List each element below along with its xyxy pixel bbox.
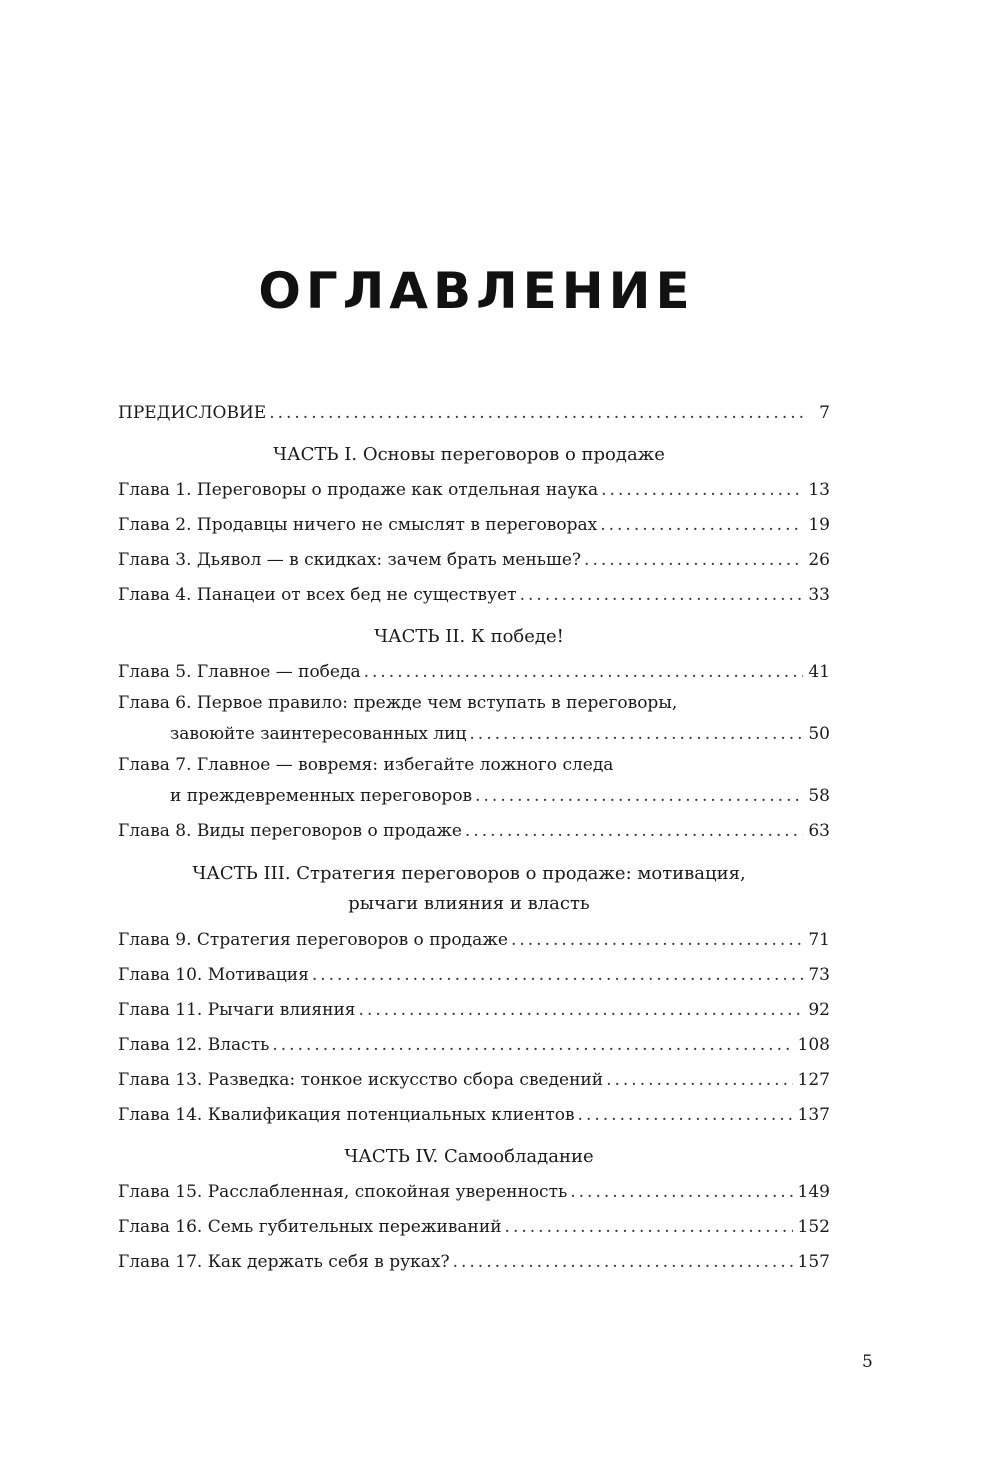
toc-entry-chapter-8[interactable] [118,814,830,849]
toc-entry-chapter-16[interactable] [118,1210,830,1245]
toc-entry-chapter-3[interactable] [118,543,830,578]
toc-entry-chapter-5[interactable] [118,655,830,690]
toc-entry-page: 58 [808,786,830,806]
part-heading-2: ЧАСТЬ II. К победе! [374,626,564,647]
toc-entry-label-line1: Глава 6. Первое правило: прежде чем вступать в переговоры, [118,693,678,713]
toc-entry-label-line2: и преждевременных переговоров [170,786,473,806]
toc-entry-page: 50 [808,724,830,744]
toc-entry-chapter-9[interactable] [118,923,830,958]
leader-dots [312,958,803,993]
toc-entry-chapter-17[interactable] [118,1245,830,1280]
leader-dots [269,396,803,431]
toc-entry-label: Глава 10. Мотивация [118,965,309,985]
toc-entry-chapter-2[interactable] [118,508,830,543]
part-heading-1: ЧАСТЬ I. Основы переговоров о продаже [273,444,665,465]
toc-entry-label: Глава 5. Главное — победа [118,662,361,682]
toc-entry-page: 71 [808,930,830,950]
toc-entry-page: 13 [808,480,830,500]
leader-dots [475,779,803,814]
leader-dots [578,1098,793,1133]
page-title: ОГЛАВЛЕНИЕ [258,262,695,320]
toc-entry-chapter-13[interactable] [118,1063,830,1098]
part-heading-line1: ЧАСТЬ III. Стратегия переговоров о продаже: мотивация, [192,863,746,884]
leader-dots [570,1175,792,1210]
toc-entry-label: Глава 15. Расслабленная, спокойная уверенность [118,1182,568,1202]
part-heading-4: ЧАСТЬ IV. Самообладание [344,1146,594,1167]
page-number: 5 [862,1352,873,1372]
leader-dots [364,655,803,690]
toc-entry-label: ПРЕДИСЛОВИЕ [118,403,267,423]
toc-entry-label: Глава 2. Продавцы ничего не смыслят в переговорах [118,515,598,535]
toc-entry-page: 41 [808,662,830,682]
toc-entry-label: Глава 17. Как держать себя в руках? [118,1252,450,1272]
toc-entry-page: 73 [808,965,830,985]
toc-entry-chapter-15[interactable] [118,1175,830,1210]
toc-entry-label-line2: завоюйте заинтересованных лиц [170,724,467,744]
toc-entry-label: Глава 3. Дьявол — в скидках: зачем брать меньше? [118,550,582,570]
toc-entry-chapter-11[interactable] [118,993,830,1028]
toc-entry-page: 19 [808,515,830,535]
toc-entry-label: Глава 9. Стратегия переговоров о продаже [118,930,508,950]
toc-entry-label: Глава 13. Разведка: тонкое искусство сбора сведений [118,1070,604,1090]
toc-entry-label: Глава 14. Квалификация потенциальных клиентов [118,1105,575,1125]
toc-entry-preface[interactable] [118,396,830,431]
toc-entry-label: Глава 4. Панацеи от всех бед не существует [118,585,517,605]
leader-dots [601,473,803,508]
toc-entry-label: Глава 1. Переговоры о продаже как отдельная наука [118,480,599,500]
leader-dots [600,508,803,543]
part-heading-3 [118,849,830,923]
table-of-contents [118,396,830,1280]
leader-dots [511,923,803,958]
toc-entry-page: 33 [808,585,830,605]
toc-entry-page: 92 [808,1000,830,1020]
toc-entry-label: Глава 11. Рычаги влияния [118,1000,356,1020]
toc-entry-chapter-12[interactable] [118,1028,830,1063]
toc-entry-label-line1: Глава 7. Главное — вовремя: избегайте ложного следа [118,755,614,775]
toc-entry-page: 63 [808,821,830,841]
leader-dots [505,1210,793,1245]
leader-dots [584,543,803,578]
leader-dots [453,1245,793,1280]
toc-entry-page: 7 [819,403,830,423]
leader-dots [469,717,803,752]
toc-entry-page: 127 [797,1070,830,1090]
leader-dots [359,993,803,1028]
toc-entry-label: Глава 16. Семь губительных переживаний [118,1217,502,1237]
leader-dots [272,1028,792,1063]
toc-entry-page: 137 [797,1105,830,1125]
toc-entry-chapter-10[interactable] [118,958,830,993]
toc-entry-page: 157 [797,1252,830,1272]
part-heading-line2: рычаги влияния и власть [348,893,590,914]
toc-entry-chapter-7[interactable] [118,752,830,814]
toc-entry-chapter-1[interactable] [118,473,830,508]
leader-dots [465,814,803,849]
toc-entry-page: 149 [797,1182,830,1202]
toc-entry-page: 108 [797,1035,830,1055]
leader-dots [520,578,803,613]
toc-entry-page: 26 [808,550,830,570]
toc-entry-chapter-6[interactable] [118,690,830,752]
toc-entry-chapter-14[interactable] [118,1098,830,1133]
toc-entry-chapter-4[interactable] [118,578,830,613]
toc-entry-page: 152 [797,1217,830,1237]
toc-entry-label: Глава 12. Власть [118,1035,270,1055]
toc-entry-label: Глава 8. Виды переговоров о продаже [118,821,462,841]
leader-dots [606,1063,792,1098]
